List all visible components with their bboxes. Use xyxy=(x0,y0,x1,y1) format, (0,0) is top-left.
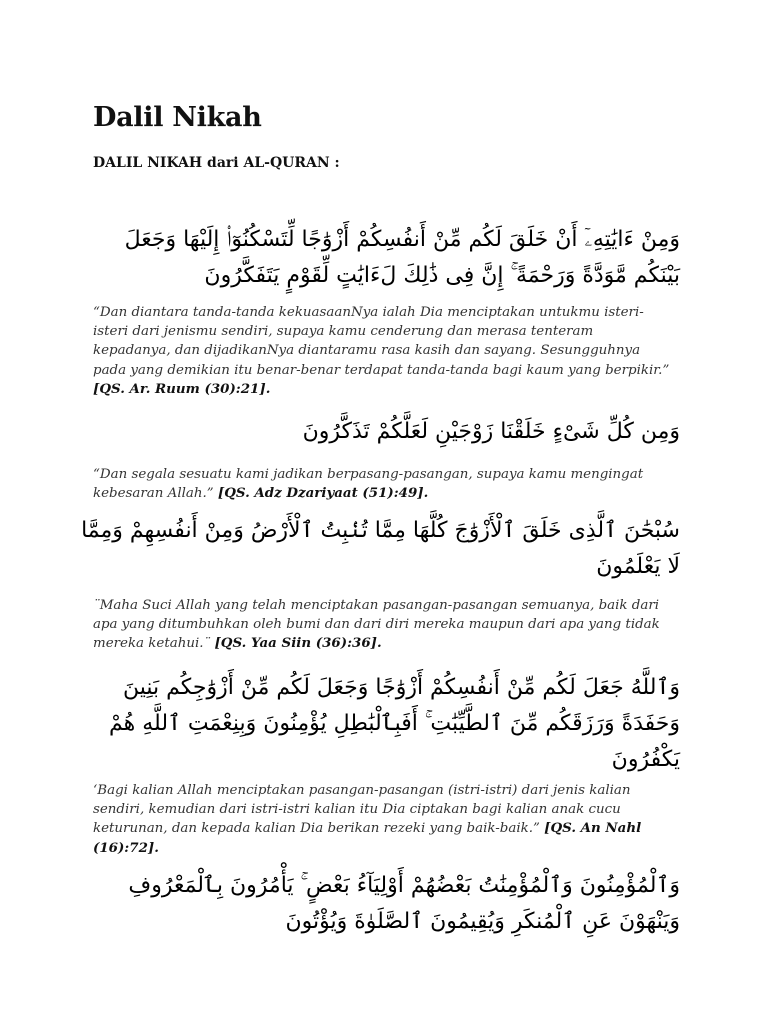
verse-3-reference: [QS. Yaa Siin (36):36]. xyxy=(214,635,382,652)
verse-2-translation-text: “Dan segala sesuatu kami jadikan berpasang-pasangan, supaya kamu mengingat kebesaran Allah.” xyxy=(93,467,644,502)
section-heading: DALIL NIKAH dari AL-QURAN : xyxy=(93,155,340,171)
verse-4-arabic: وَٱللَّهُ جَعَلَ لَكُم مِّنْ أَنفُسِكُمْ أَزْوَٰجًا وَجَعَلَ لَكُم مِّنْ أَزْوَٰجِكُم بَنِينَ وَحَفَدَةً وَرَزَقَكُم مِّنَ ٱلطَّيِّبَٰتِ ۚ أَفَبِٱلْبَٰطِلِ يُؤْمِنُونَ وَبِنِعْمَتِ ٱللَّهِ هُمْ يَكْفُرُونَ xyxy=(109,675,680,772)
verse-3-arabic: سُبْحَٰنَ ٱلَّذِى خَلَقَ ٱلْأَزْوَٰجَ كُلَّهَا مِمَّا تُنۢبِتُ ٱلْأَرْضُ وَمِنْ أَنفُسِهِمْ وَمِمَّا لَا يَعْلَمُونَ xyxy=(81,518,680,579)
verse-3-translation xyxy=(93,596,673,654)
verse-4-translation xyxy=(93,781,673,858)
verse-4-translation-text: ‘Bagi kalian Allah menciptakan pasangan-pasangan (istri-istri) dari jenis kalian sendiri, kemudian dari istri-istri kalian itu Dia ciptakan bagi kalian anak cucu keturunan, dan kepada kalian Dia berikan rezeki yang baik-baik.” xyxy=(93,783,631,837)
page-title: Dalil Nikah xyxy=(93,102,262,133)
verse-1-reference: [QS. Ar. Ruum (30):21]. xyxy=(93,380,271,397)
verse-1-translation-text: “Dan diantara tanda-tanda kekuasaanNya ialah Dia menciptakan untukmu isteri-isteri dari jenismu sendiri, supaya kamu cenderung dan merasa tenteram kepadanya, dan dijadikanNya diantaramu rasa kasih dan sayang. Sesungguhnya pada yang demikian itu benar-benar terdapat tanda-tanda bagi kaum yang berpikir.” xyxy=(93,305,670,378)
verse-1-translation xyxy=(93,303,673,399)
verse-3-translation-text: ¨Maha Suci Allah yang telah menciptakan pasangan-pasangan semuanya, baik dari apa yang ditumbuhkan oleh bumi dan dari diri mereka maupun dari apa yang tidak mereka ketahui.¨ xyxy=(93,598,660,652)
verse-5-arabic: وَٱلْمُؤْمِنُونَ وَٱلْمُؤْمِنَٰتُ بَعْضُهُمْ أَوْلِيَآءُ بَعْضٍ ۚ يَأْمُرُونَ بِٱلْمَعْرُوفِ وَيَنْهَوْنَ عَنِ ٱلْمُنكَرِ وَيُقِيمُونَ ٱلصَّلَوٰةَ وَيُؤْتُونَ xyxy=(128,873,680,934)
verse-2-reference: [QS. Adz Dzariyaat (51):49]. xyxy=(217,485,429,502)
verse-4-reference: [QS. An Nahl (16):72]. xyxy=(93,820,642,856)
verse-2-arabic: وَمِن كُلِّ شَىْءٍ خَلَقْنَا زَوْجَيْنِ لَعَلَّكُمْ تَذَكَّرُونَ xyxy=(302,419,680,444)
verse-1-arabic: وَمِنْ ءَايَٰتِهِۦٓ أَنْ خَلَقَ لَكُم مِّنْ أَنفُسِكُمْ أَزْوَٰجًا لِّتَسْكُنُوٓا۟ إِلَيْهَا وَجَعَلَ بَيْنَكُم مَّوَدَّةً وَرَحْمَةً ۚ إِنَّ فِى ذَٰلِكَ لَءَايَٰتٍ لِّقَوْمٍ يَتَفَكَّرُونَ xyxy=(124,227,680,288)
verse-2-translation xyxy=(93,465,673,503)
